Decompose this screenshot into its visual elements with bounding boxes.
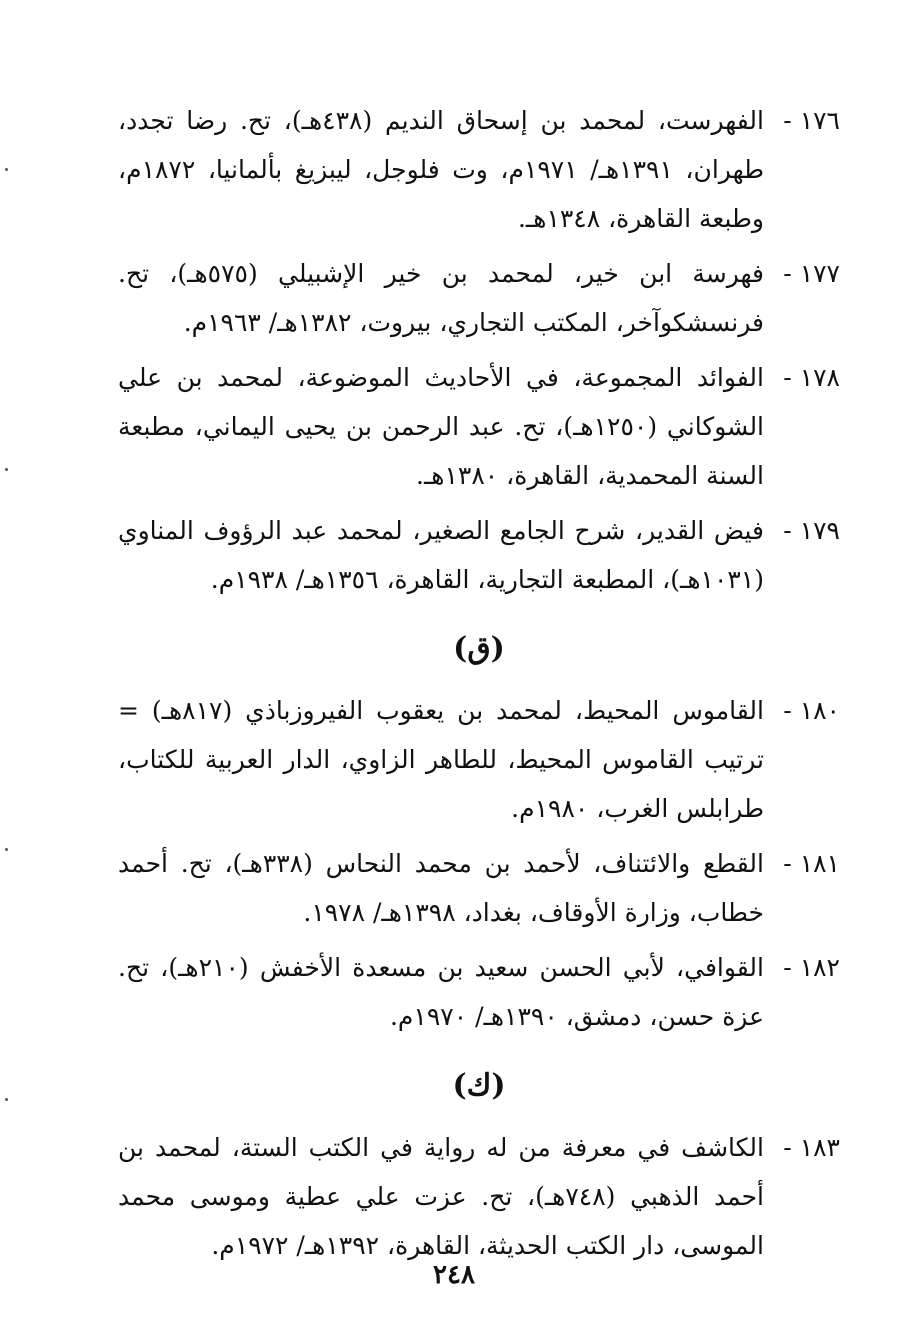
- bibliography-entry-182: [118, 943, 840, 1041]
- entry-number: ١٧٧ -: [783, 259, 840, 288]
- scan-speck: [5, 1098, 8, 1101]
- bibliography-entry-176: [118, 96, 840, 243]
- entry-number: ١٨٠ -: [783, 696, 840, 725]
- section-heading-qaf: (ق): [453, 631, 505, 666]
- entry-text: الفوائد المجموعة، في الأحاديث الموضوعة، لمحمد بن علي الشوكاني (١٢٥٠هـ)، تح. عبد الرحمن بن يحيى اليماني، مطبعة السنة المحمدية، القاهرة، ١٣٨٠هـ.: [118, 363, 765, 490]
- document-page: [118, 96, 840, 1316]
- entry-text: الفهرست، لمحمد بن إسحاق النديم (٤٣٨هـ)، تح. رضا تجدد، طهران، ١٣٩١هـ/ ١٩٧١م، وت فلوجل، ليبزيغ بألمانيا، ١٨٧٢م، وطبعة القاهرة، ١٣٤٨هـ.: [118, 106, 765, 233]
- page-number: ٢٤٨: [433, 1260, 475, 1290]
- entry-number: ١٨٣ -: [783, 1133, 840, 1162]
- entry-number: ١٧٨ -: [783, 363, 840, 392]
- scan-speck: [5, 468, 8, 471]
- bibliography-entry-183: [118, 1123, 840, 1270]
- bibliography-entry-181: [118, 839, 840, 937]
- section-heading-kaf: (ك): [452, 1068, 506, 1103]
- bibliography-entry-177: [118, 249, 840, 347]
- entry-number: ١٨١ -: [783, 849, 840, 878]
- entry-text: القطع والائتناف، لأحمد بن محمد النحاس (٣٣٨هـ)، تح. أحمد خطاب، وزارة الأوقاف، بغداد، ١٣٩٨هـ/ ١٩٧٨.: [118, 849, 764, 927]
- scan-speck: [5, 168, 8, 171]
- entry-number: ١٧٩ -: [783, 516, 840, 545]
- entry-text: القوافي، لأبي الحسن سعيد بن مسعدة الأخفش (٢١٠هـ)، تح. عزة حسن، دمشق، ١٣٩٠هـ/ ١٩٧٠م.: [118, 953, 764, 1031]
- bibliography-entry-178: [118, 353, 840, 500]
- entry-text: الكاشف في معرفة من له رواية في الكتب الستة، لمحمد بن أحمد الذهبي (٧٤٨هـ)، تح. عزت علي عطية وموسى محمد الموسى، دار الكتب الحديثة، القاهرة، ١٣٩٢هـ/ ١٩٧٢م.: [118, 1133, 764, 1260]
- entry-number: ١٨٢ -: [783, 953, 840, 982]
- entry-text: فهرسة ابن خير، لمحمد بن خير الإشبيلي (٥٧٥هـ)، تح. فرنسشكوآخر، المكتب التجاري، بيروت، ١٣٨٢هـ/ ١٩٦٣م.: [118, 259, 764, 337]
- bibliography-entry-180: [118, 686, 840, 833]
- entry-text: فيض القدير، شرح الجامع الصغير، لمحمد عبد الرؤوف المناوي (١٠٣١هـ)، المطبعة التجارية، القاهرة، ١٣٥٦هـ/ ١٩٣٨م.: [118, 516, 764, 594]
- entry-number: ١٧٦ -: [783, 106, 840, 135]
- scan-speck: [5, 848, 8, 851]
- bibliography-entry-179: [118, 506, 840, 604]
- entry-text: القاموس المحيط، لمحمد بن يعقوب الفيروزباذي (٨١٧هـ) = ترتيب القاموس المحيط، للطاهر الزاوي، الدار العربية للكتاب، طرابلس الغرب، ١٩٨٠م.: [118, 696, 764, 823]
